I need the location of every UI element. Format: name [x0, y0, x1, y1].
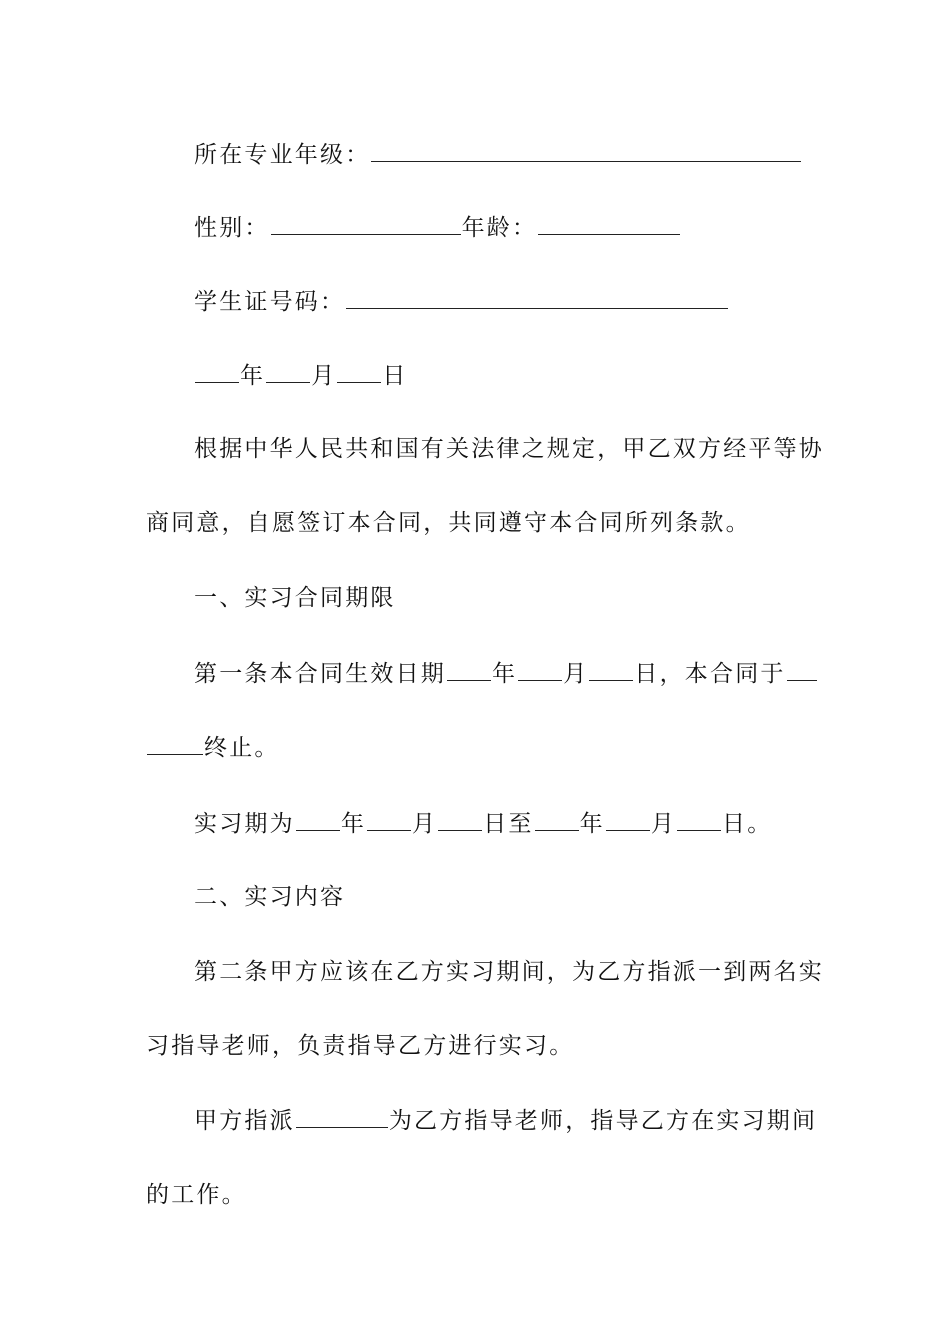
period-end-month-blank[interactable]	[606, 808, 650, 831]
effective-month-label: 月	[563, 661, 589, 687]
student-id-label: 学生证号码：	[194, 289, 346, 315]
period-start-month-blank[interactable]	[367, 808, 411, 831]
date-month-blank[interactable]	[266, 360, 310, 383]
date-year-label: 年	[240, 363, 266, 389]
termination-row	[146, 732, 810, 763]
period-start-month-label: 月	[412, 811, 438, 837]
major-grade-label: 所在专业年级：	[194, 142, 371, 168]
effective-day-blank[interactable]	[589, 658, 633, 681]
internship-period-row	[194, 808, 810, 839]
period-start-year-blank[interactable]	[296, 808, 340, 831]
period-prefix: 实习期为	[194, 811, 295, 837]
period-end-year-label: 年	[579, 811, 605, 837]
age-label: 年龄：	[461, 215, 538, 241]
termination-blank-part1[interactable]	[787, 658, 817, 681]
period-end-day-label: 日。	[722, 811, 773, 837]
effective-month-blank[interactable]	[518, 658, 562, 681]
gender-blank[interactable]	[271, 212, 461, 235]
teacher-name-blank[interactable]	[296, 1105, 388, 1128]
section1-heading: 一、实习合同期限	[194, 585, 396, 611]
period-end-day-blank[interactable]	[677, 808, 721, 831]
assign-prefix: 甲方指派	[194, 1108, 295, 1134]
major-grade-blank[interactable]	[371, 139, 801, 162]
date-day-blank[interactable]	[337, 360, 381, 383]
student-id-row	[194, 286, 810, 317]
period-end-month-label: 月	[650, 811, 677, 837]
intro-line-2: 商同意，自愿签订本合同，共同遵守本合同所列条款。	[146, 510, 751, 536]
student-id-blank[interactable]	[346, 286, 728, 309]
article2-line-1: 第二条甲方应该在乙方实习期间，为乙方指派一到两名实	[194, 959, 824, 985]
gender-age-row	[194, 212, 810, 243]
article1-prefix: 第一条本合同生效日期	[194, 661, 446, 687]
assign-teacher-row	[194, 1105, 818, 1136]
period-start-year-label: 年	[340, 811, 367, 837]
assign-suffix: 为乙方指导老师，指导乙方在实习期间	[388, 1108, 818, 1134]
section2-heading: 二、实习内容	[194, 884, 346, 910]
period-to-label: 日至	[483, 811, 534, 837]
intro-line-1: 根据中华人民共和国有关法律之规定，甲乙双方经平等协	[194, 436, 824, 462]
date-row	[194, 360, 810, 391]
effective-year-label: 年	[492, 661, 518, 687]
date-month-label: 月	[311, 363, 337, 389]
article1-row	[194, 658, 810, 689]
assign-teacher-line-2: 的工作。	[146, 1182, 247, 1208]
effective-year-blank[interactable]	[447, 658, 491, 681]
period-start-day-blank[interactable]	[438, 808, 482, 831]
effective-day-label: 日，本合同于	[634, 661, 786, 687]
date-year-blank[interactable]	[195, 360, 239, 383]
article2-line-2: 习指导老师，负责指导乙方进行实习。	[146, 1033, 575, 1059]
termination-label: 终止。	[204, 735, 280, 761]
termination-blank-part2[interactable]	[147, 732, 203, 755]
period-end-year-blank[interactable]	[535, 808, 579, 831]
date-day-label: 日	[382, 363, 408, 389]
major-grade-row	[194, 139, 810, 170]
gender-label: 性别：	[194, 215, 270, 241]
age-blank[interactable]	[538, 212, 680, 235]
